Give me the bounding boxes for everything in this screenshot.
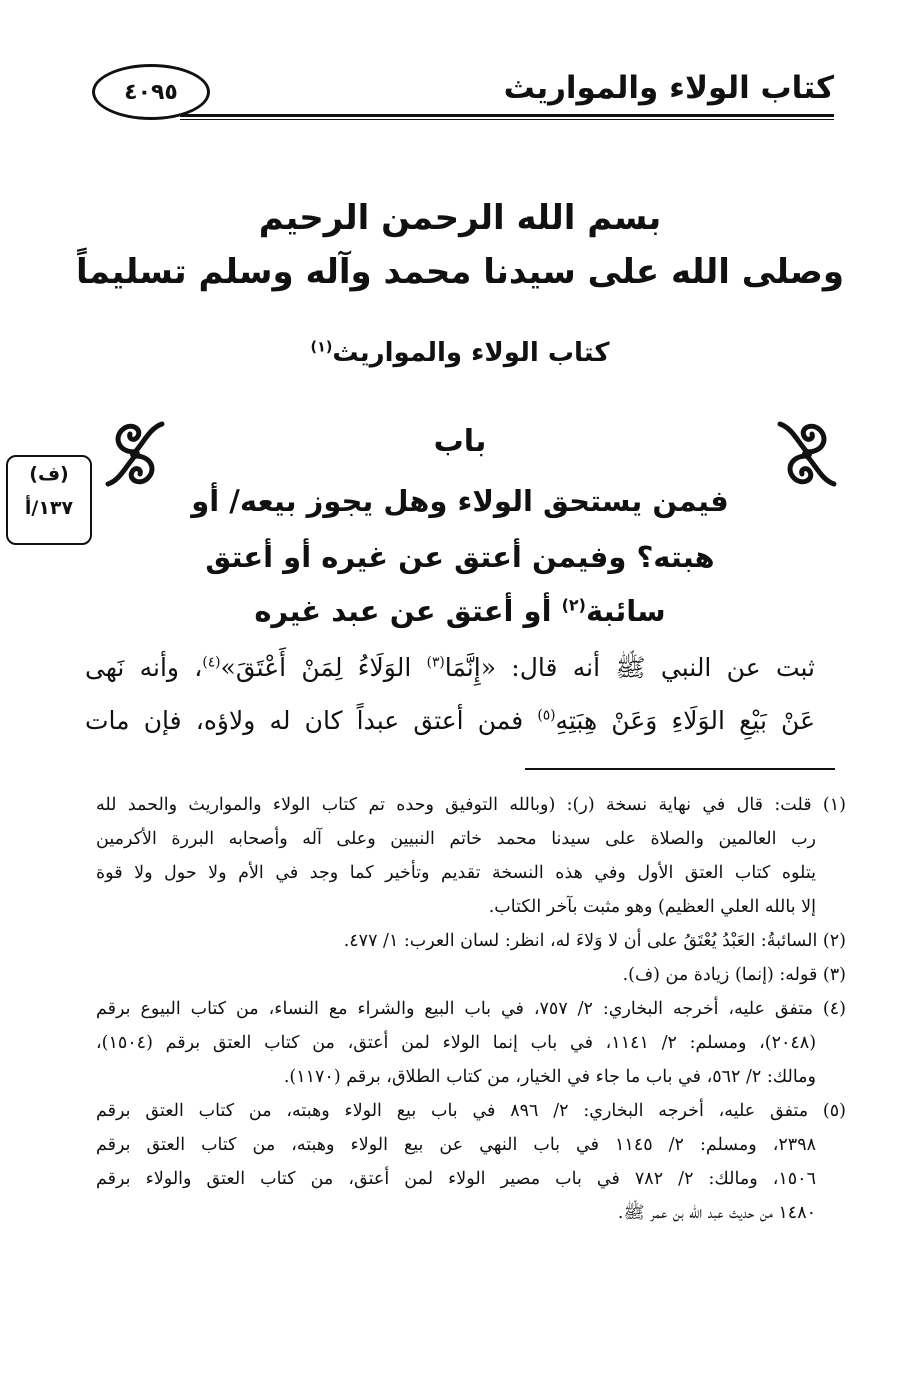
footnote-5-line-4: ١٤٨٠ من حديث عبد الله بن عمر ﷺ.: [617, 1203, 816, 1223]
body-text-segment: ثبت عن النبي ﷺ أنه قال: «إِنَّمَا: [444, 653, 815, 682]
footnote-1-line-1: (١) قلت: قال في نهاية نسخة (ر): (وبالله التوفيق وحده تم كتاب الولاء والمواريث والحمد لله: [96, 795, 846, 815]
basmala-line-1: بسم الله الرحمن الرحيم: [258, 198, 662, 238]
chapter-title-part-a: سائبة: [585, 594, 666, 628]
body-text-segment: الوَلَاءُ لِمَنْ أَعْتَقَ»: [220, 653, 427, 682]
margin-note-line-2: ١٣٧/أ: [24, 497, 74, 519]
chapter-label: باب: [433, 424, 487, 459]
footnote-2: (٢) السائبةُ: العَبْدُ يُعْتَقُ على أن لا وَلاءَ له، انظر: لسان العرب: ١/ ٤٧٧.: [343, 931, 846, 951]
footnote-4-line-1: (٤) متفق عليه، أخرجه البخاري: ٢/ ٧٥٧، في باب البيع والشراء مع النساء، من كتاب البيوع برقم: [96, 999, 846, 1019]
page-number: ٤٠٩٥: [124, 79, 178, 105]
footnote-5-line-3: ١٥٠٦، ومالك: ٢/ ٧٨٢ في باب مصير الولاء لمن أعتق، من كتاب العتق والولاء برقم: [96, 1169, 816, 1189]
footnote-ref-4: (٤): [202, 654, 221, 671]
body-text-segment: عَنْ بَيْعِ الوَلَاءِ وَعَنْ هِبَتِهِ: [555, 706, 815, 735]
page-number-oval: [92, 64, 210, 120]
footnote-4-line-3: ومالك: ٢/ ٥٦٢، في باب ما جاء في الخيار، من كتاب الطلاق، برقم (١١٧٠).: [283, 1067, 816, 1087]
footnote-ref-3: (٣): [426, 654, 445, 671]
footnote-5-line-1: (٥) متفق عليه، أخرجه البخاري: ٢/ ٨٩٦ في باب بيع الولاء وهبته، من كتاب العتق برقم: [96, 1101, 846, 1121]
footnote-3: (٣) قوله: (إنما) زيادة من (ف).: [622, 965, 846, 985]
body-line-2: [85, 706, 815, 735]
chapter-title-line-2: هبته؟ وفيمن أعتق عن غيره أو أعتق: [205, 540, 715, 574]
book-heading-text: كتاب الولاء والمواريث: [332, 338, 610, 368]
body-line-1: [85, 652, 815, 689]
footnote-ref-2: (٢): [561, 595, 586, 615]
footnote-separator: [525, 768, 835, 770]
footnote-ref-5: (٥): [537, 707, 556, 724]
book-heading: [0, 338, 920, 368]
body-text-segment: ، وأنه نَهى: [85, 653, 203, 682]
footnote-5-line-2: ٢٣٩٨، ومسلم: ٢/ ١١٤٥ في باب النهي عن بيع الولاء وهبته، من كتاب العتق برقم: [96, 1135, 817, 1155]
footnote-1-line-2: رب العالمين والصلاة على سيدنا محمد خاتم النبيين وعلى آله وأصحابه البررة الأكرمين: [96, 829, 816, 849]
chapter-title-line-1: فيمن يستحق الولاء وهل يجوز بيعه/ أو: [191, 484, 729, 518]
margin-note-line-1: (ف): [29, 463, 69, 485]
header-rule: [180, 114, 834, 120]
body-text-segment: فمن أعتق عبداً كان له ولاؤه، فإن مات: [85, 706, 538, 735]
basmala-line-2: وصلى الله على سيدنا محمد وآله وسلم تسليماً: [76, 252, 844, 292]
chapter-title-line-3: [0, 594, 920, 628]
chapter-title-part-b: أو أعتق عن عبد غيره: [254, 594, 562, 628]
footnote-4-line-2: (٢٠٤٨)، ومسلم: ٢/ ١١٤١، في باب إنما الولاء لمن أعتق، من كتاب العتق برقم (١٥٠٤)،: [96, 1033, 817, 1053]
footnote-1-line-4: إلا بالله العلي العظيم) وهو مثبت بآخر الكتاب.: [488, 897, 816, 917]
footnote-ref-1: (١): [310, 339, 333, 356]
running-header-title: كتاب الولاء والمواريث: [503, 70, 834, 106]
footnote-1-line-3: يتلوه كتاب العتق الأول وفي هذه النسخة تقديم وتأخير كما وجد في الأم ولا حول ولا قوة: [96, 863, 816, 883]
